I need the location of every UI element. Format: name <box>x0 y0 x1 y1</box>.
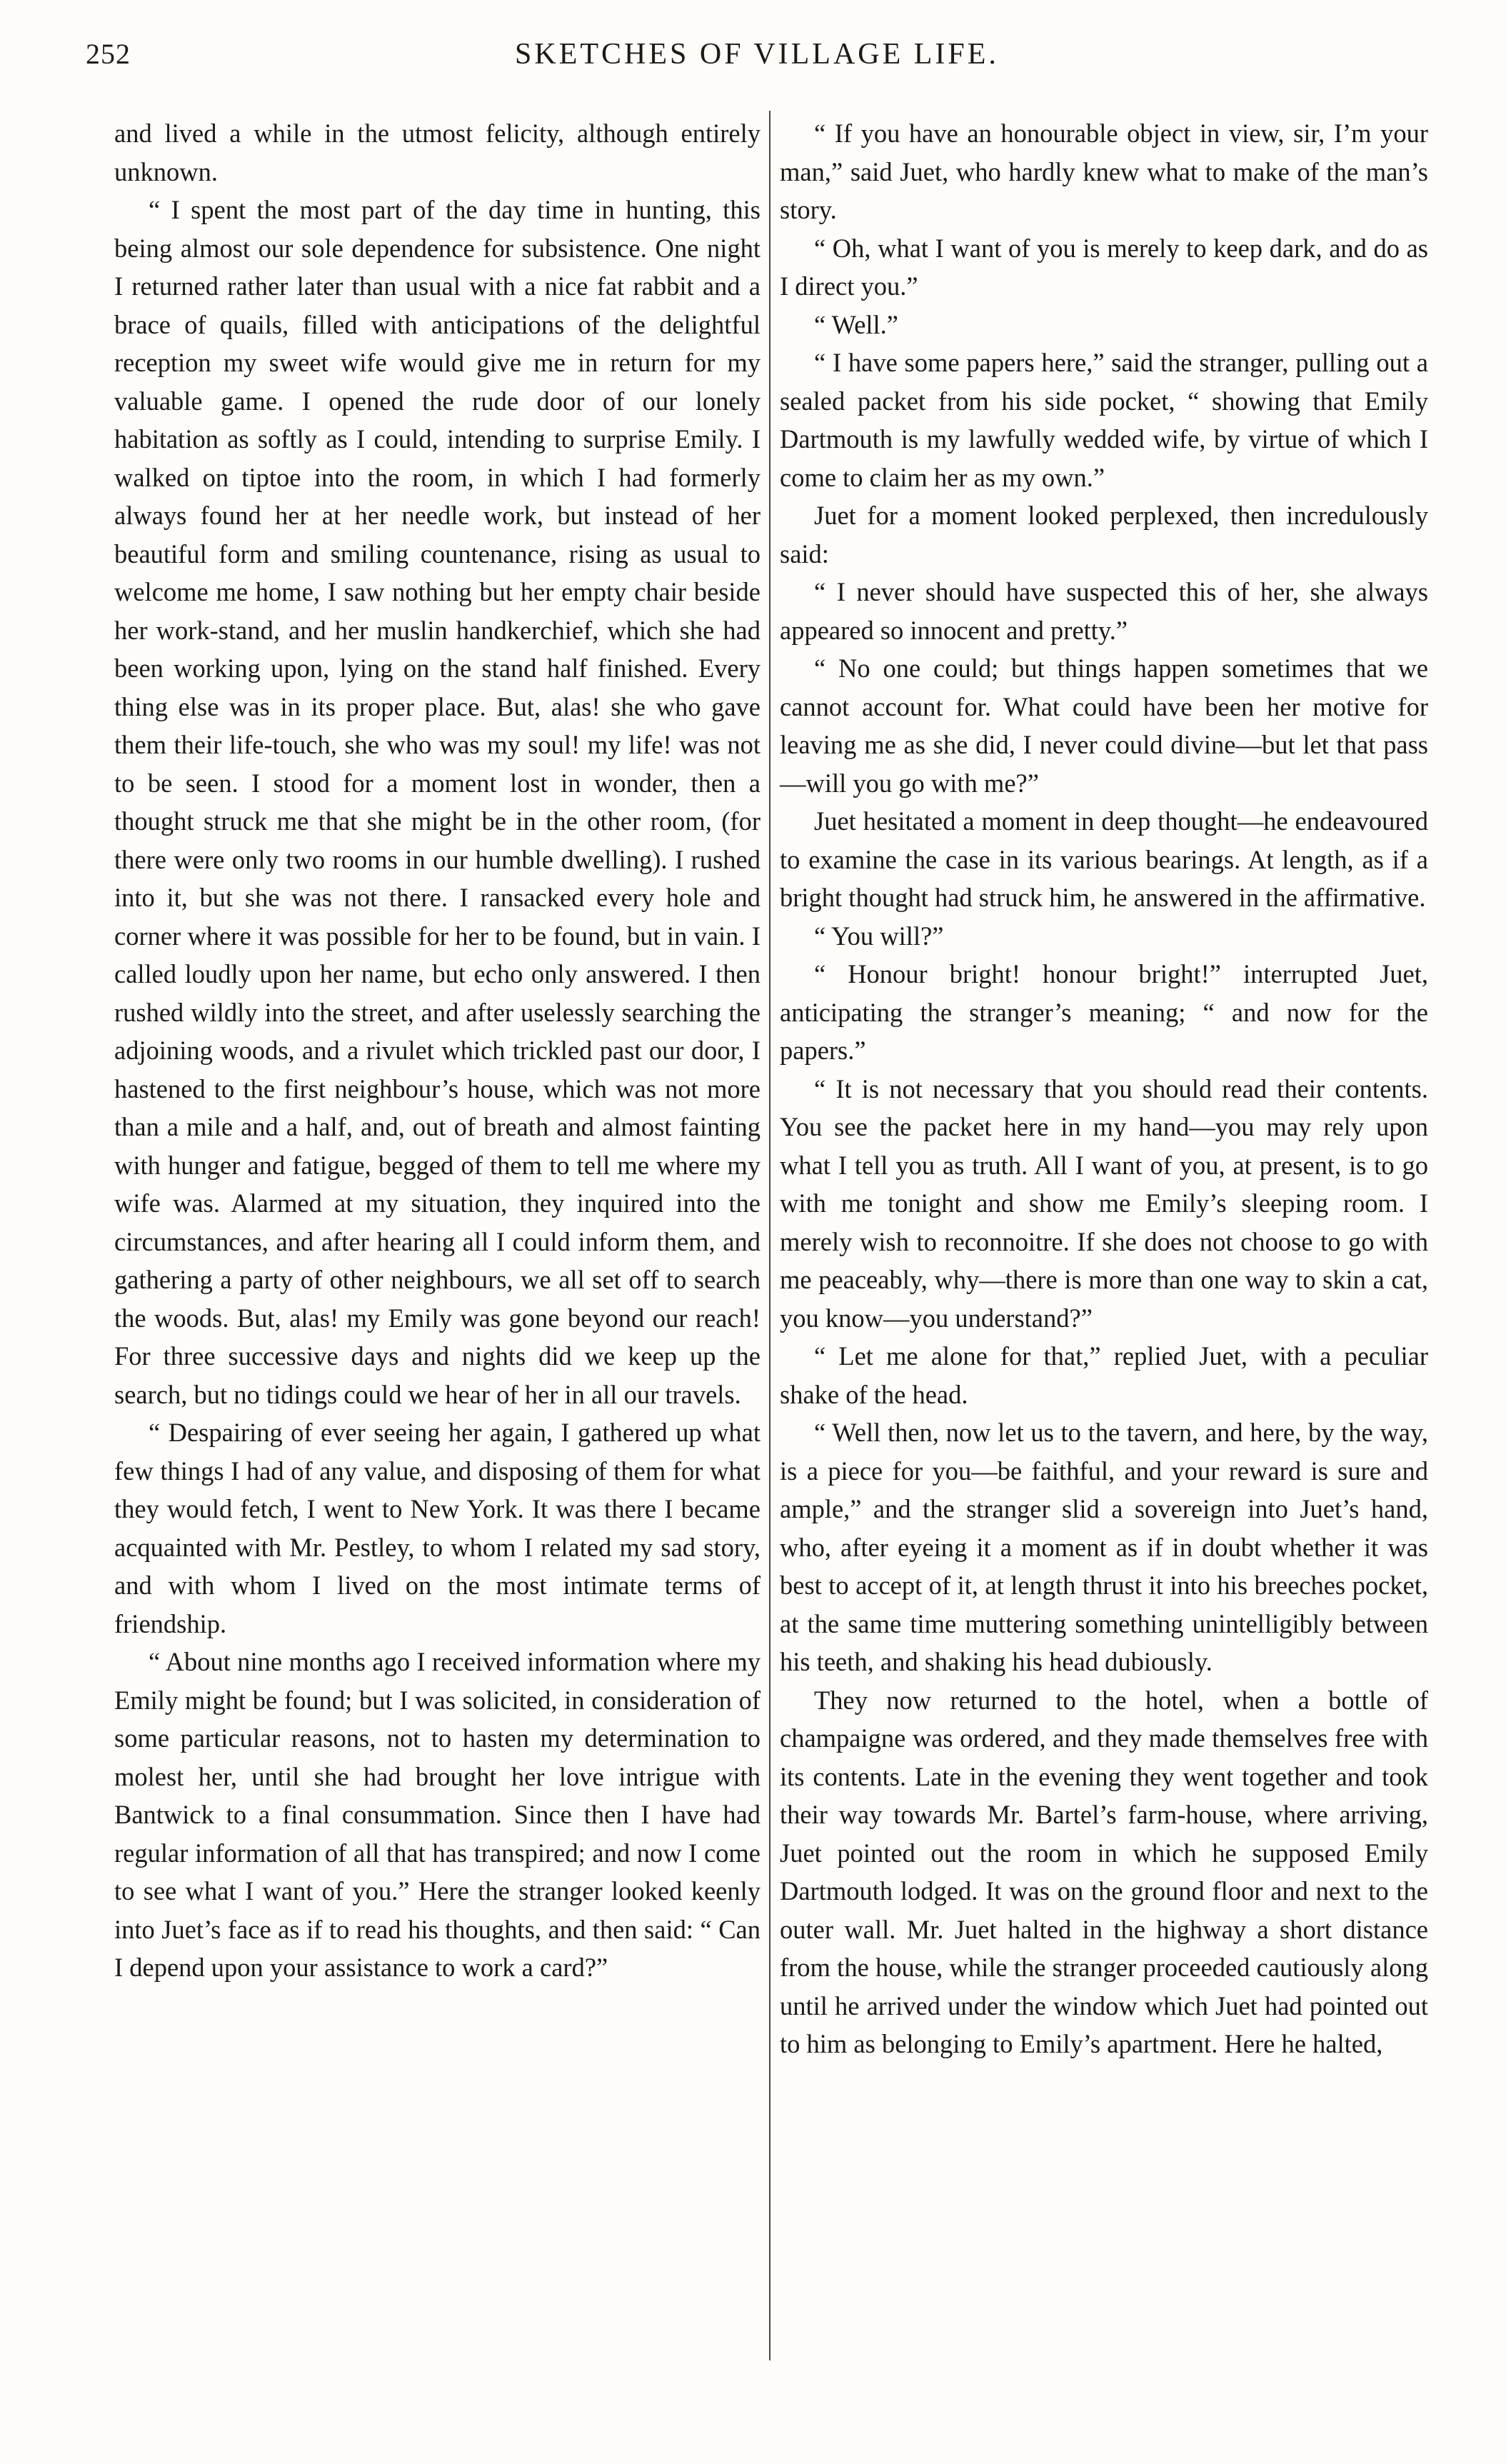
paragraph: “ Well then, now let us to the tavern, and here, by the way, is a piece for you—be faithful, and your reward is sure and ample,” and the stranger slid a sovereign into Juet’s hand, who, after eyeing it a moment as if in doubt whether it was best to accept of it, at length thrust it into his breeches pocket, at the same time muttering something unintelligibly between his teeth, and shaking his head dubiously. <box>780 1418 1428 1676</box>
paragraph: “ Let me alone for that,” replied Juet, with a peculiar shake of the head. <box>780 1341 1428 1409</box>
left-column <box>114 114 760 1987</box>
paragraph: “ I have some papers here,” said the stranger, pulling out a sealed packet from his side pocket, “ showing that Emily Dartmouth is my lawfully wedded wife, by virtue of which I come to claim her as my own.” <box>780 348 1428 492</box>
paragraph: “ Oh, what I want of you is merely to keep dark, and do as I direct you.” <box>780 233 1428 301</box>
paragraph: Juet for a moment looked perplexed, then incredulously said: <box>780 501 1428 569</box>
paragraph: “ I spent the most part of the day time in hunting, this being almost our sole dependence for subsistence. One night I returned rather later than usual with a nice fat rabbit and a brace of quails, filled with anticipations of the delightful reception my sweet wife would give me in return for my valuable game. I opened the rude door of our lonely habitation as softly as I could, intending to surprise Emily. I walked on tiptoe into the room, in which I had formerly always found her at her needle work, but instead of her beautiful form and smiling countenance, rising as usual to welcome me home, I saw nothing but her empty chair beside her work-stand, and her muslin handkerchief, which she had been working upon, lying on the stand half finished. Every thing else was in its proper place. But, alas! she who gave them their life-touch, she who was my soul! my life! was not to be seen. I stood for a moment lost in wonder, then a thought struck me that she might be in the other room, (for there were only two rooms in our humble dwelling). I rushed into it, but she was not there. I ransacked every hole and corner where it was possible for her to be found, but in vain. I called loudly upon her name, but echo only answered. I then rushed wildly into the street, and after uselessly searching the adjoining woods, and a rivulet which trickled past our door, I hastened to the first neighbour’s house, which was not more than a mile and a half, and, out of breath and almost fainting with hunger and fatigue, begged of them to tell me where my wife was. Alarmed at my situation, they inquired into the circumstances, and after hearing all I could inform them, and gathering a party of other neighbours, we all set off to search the woods. But, alas! my Emily was gone beyond our reach! For three successive days and nights did we keep up the search, but no tidings could we hear of her in all our travels. <box>114 195 760 1409</box>
paragraph: “ You will?” <box>814 921 944 951</box>
paragraph: “ I never should have suspected this of her, she always appeared so innocent and pretty.” <box>780 577 1428 645</box>
paragraph: “ Honour bright! honour bright!” interrupted Juet, anticipating the stranger’s meaning; “ and now for the papers.” <box>780 959 1428 1065</box>
paragraph: “ Despairing of ever seeing her again, I gathered up what few things I had of any value, and disposing of them for what they would fetch, I went to New York. It was there I became acquainted with Mr. Pestley, to whom I related my sad story, and with whom I lived on the most intimate terms of friendship. <box>114 1418 760 1638</box>
paragraph: and lived a while in the utmost felicity, although entirely unknown. <box>114 119 760 186</box>
page-number: 252 <box>86 38 131 70</box>
right-column <box>780 114 1428 2063</box>
running-head <box>86 37 1428 87</box>
paragraph: “ If you have an honourable object in view, sir, I’m your man,” said Juet, who hardly knew what to make of the man’s story. <box>780 119 1428 224</box>
paragraph: “ Well.” <box>814 309 899 339</box>
running-title: SKETCHES OF VILLAGE LIFE. <box>515 38 999 71</box>
column-divider <box>769 111 770 2360</box>
paragraph: “ About nine months ago I received information where my Emily might be found; but I was solicited, in consideration of some particular reasons, not to hasten my determination to molest her, until she had brought her love intrigue with Bantwick to a final consummation. Since then I have had regular information of all that has transpired; and now I come to see what I want of you.” Here the stranger looked keenly into Juet’s face as if to read his thoughts, and then said: “ Can I depend upon your assistance to work a card?” <box>114 1647 760 1982</box>
paragraph: Juet hesitated a moment in deep thought—he endeavoured to examine the case in its various bearings. At length, as if a bright thought had struck him, he answered in the affirmative. <box>780 806 1428 912</box>
paragraph: “ It is not necessary that you should read their contents. You see the packet here in my hand—you may rely upon what I tell you as truth. All I want of you, at present, is to go with me tonight and show me Emily’s sleeping room. I merely wish to reconnoitre. If she does not choose to go with me peaceably, why—there is more than one way to skin a cat, you know—you understand?” <box>780 1073 1428 1333</box>
paragraph: They now returned to the hotel, when a bottle of champaigne was ordered, and they made themselves free with its contents. Late in the evening they went together and took their way towards Mr. Bartel’s farm-house, where arriving, Juet pointed out the room in which he supposed Emily Dartmouth lodged. It was on the ground floor and next to the outer wall. Mr. Juet halted in the highway a short distance from the house, while the stranger proceeded cautiously along until he arrived under the window which Juet had pointed out to him as belonging to Emily’s apartment. Here he halted, <box>780 1685 1428 2058</box>
paragraph: “ No one could; but things happen sometimes that we cannot account for. What could have been her motive for leaving me as she did, I never could divine—but let that pass—will you go with me?” <box>780 653 1428 798</box>
